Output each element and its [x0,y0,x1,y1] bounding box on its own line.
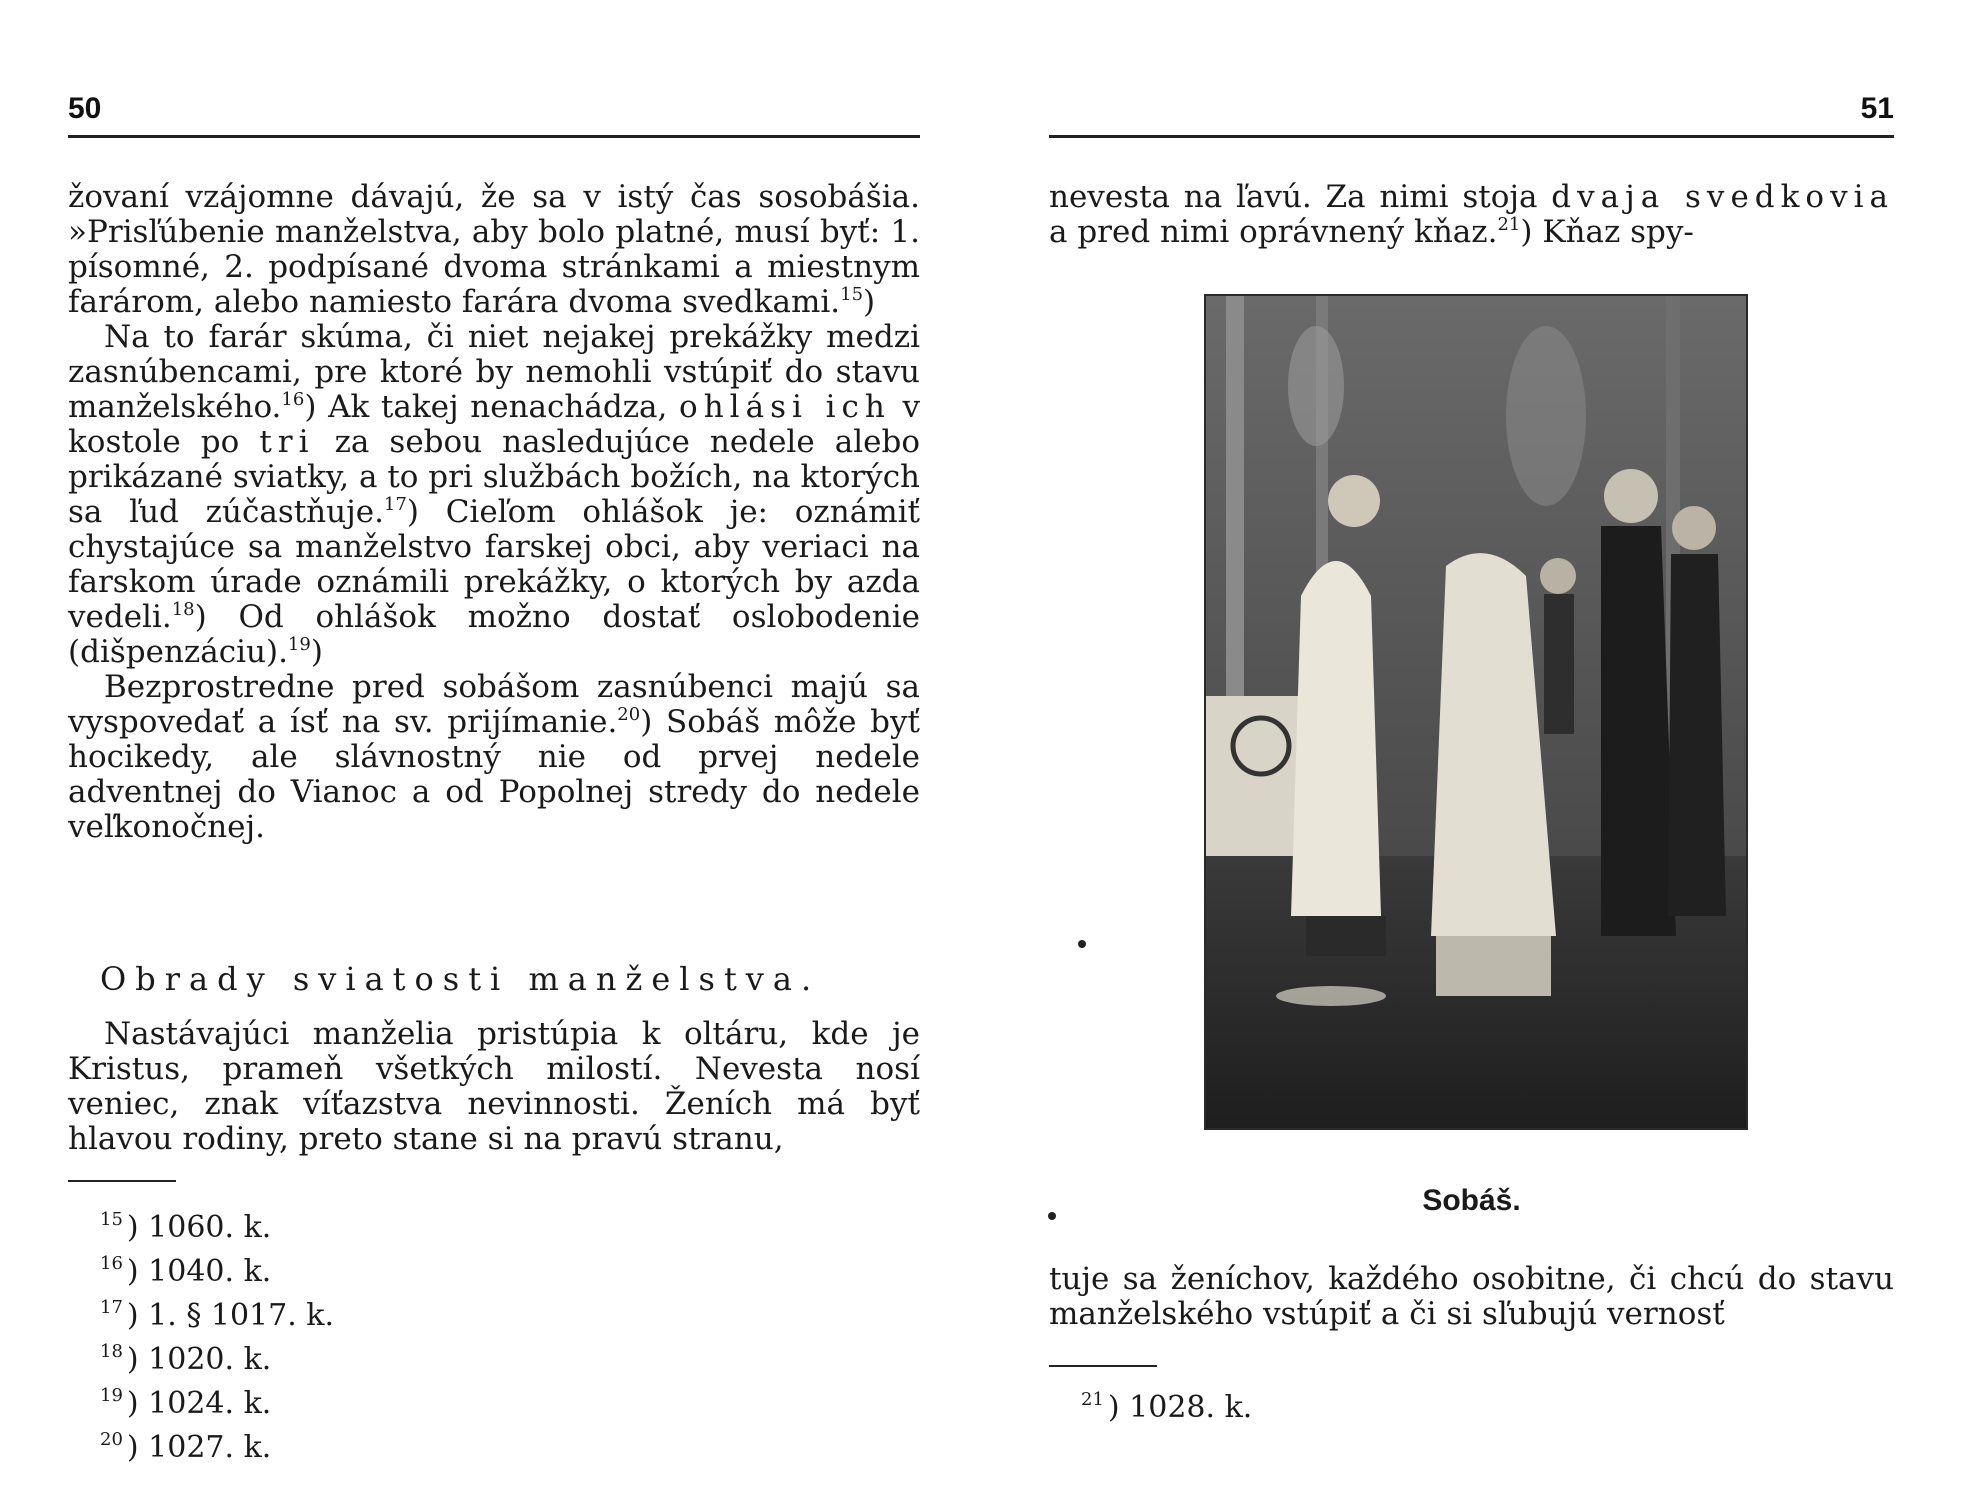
header-rule [68,135,920,138]
footnote-marker: 21 [1081,1389,1104,1410]
paragraph: Bezprostredne pred sobášom zasnúbenci majú sa vyspovedať a ísť na sv. prijímanie.$^{20}$) Sobáš môže byť hocikedy, ale slávnostný nie od prvej nedele adventnej do Vianoc a od Popolnej stredy do nedele veľkonočnej. [68,669,920,845]
footnote: $^{16}$ ) 1040. k. [100,1253,272,1289]
header-rule [1049,135,1894,138]
footnote: $^{15}$ ) 1060. k. [100,1209,272,1245]
footnote: $^{21}$ ) 1028. k. [1081,1389,1253,1425]
right-top-text [1049,180,1894,250]
paragraph: nevesta na ľavú. Za nimi stoja dvaja svedkovia a pred nimi oprávnený kňaz.$^{21}$) Kňaz spy- [1049,179,1894,250]
right-page [981,0,1962,1500]
footnote-text: 1027. k. [148,1430,272,1465]
wedding-ceremony-photo [1206,296,1746,1128]
footnote-text: 1024. k. [148,1386,272,1421]
paragraph: Nastávajúci manželia pristúpia k oltáru, kde je Kristus, prameň všetkých milostí. Nevesta nosí veniec, znak víťazstva nevinnosti. Ženích má byť hlavou rodiny, preto stane si na pravú stranu, [68,1016,920,1157]
footnote-rule [68,1180,176,1182]
footnote-text: 1020. k. [148,1342,272,1377]
footnote-marker: 17 [100,1297,123,1318]
print-speck [1078,940,1086,948]
paragraph: Na to farár skúma, či niet nejakej prekážky medzi zasnúbencami, pre ktoré by nemohli vstúpiť do stavu manželského.$^{16}$) Ak takej nenachádza, ohlási ich v kostole po tri za sebou nasledujúce nedele alebo prikázané sviatky, a to pri službách božích, na ktorých sa ľud zúčastňuje.$^{17}$) Cieľom ohlášok je: oznámiť chystajúce sa manželstvo farskej obci, aby veriaci na farskom úrade oznámili prekážky, o ktorých by azda vedeli.$^{18}$) Od ohlášok možno dostať oslobodenie (dišpenzáciu).$^{19}$) [68,319,921,670]
footnote: $^{19}$ ) 1024. k. [100,1385,272,1421]
footnote-text: 1028. k. [1129,1390,1253,1425]
footnote-marker: 19 [100,1385,123,1406]
footnote-marker: 18 [100,1341,123,1362]
paragraph: žovaní vzájomne dávajú, že sa v istý čas sosobášia. »Prisľúbenie manželstva, aby bolo platné, musí byť: 1. písomné, 2. podpísané dvoma stránkami a miestnym farárom, alebo namiesto farára dvoma svedkami.$^{15}$) [68,179,920,320]
left-body-text [68,180,920,845]
page-number: 51 [1860,92,1894,125]
footnote-text: 1040. k. [148,1254,272,1289]
footnote-text: 1. § 1017. k. [148,1298,334,1333]
footnote-marker: 16 [100,1253,123,1274]
footnotes [100,1202,334,1466]
photo-illustration [1206,296,1746,1128]
footnote: $^{17}$ ) 1. § 1017. k. [100,1297,334,1333]
section-heading: Obrady sviatosti manželstva. [100,960,821,998]
footnote-marker: 20 [100,1429,123,1450]
footnotes [1081,1382,1252,1426]
page-number: 50 [68,92,102,125]
print-speck [1048,1212,1056,1220]
footnote-rule [1049,1365,1157,1367]
left-body-text-continued [68,1017,920,1157]
footnote: $^{20}$ ) 1027. k. [100,1429,272,1465]
footnote-text: 1060. k. [148,1210,272,1245]
footnote: $^{18}$ ) 1020. k. [100,1341,272,1377]
footnote-marker: 15 [100,1209,123,1230]
right-bottom-text [1049,1262,1894,1332]
image-caption: Sobáš. [1422,1184,1521,1217]
paragraph: tuje sa ženíchov, každého osobitne, či chcú do stavu manželského vstúpiť a či si sľubujú vernosť [1049,1261,1894,1332]
